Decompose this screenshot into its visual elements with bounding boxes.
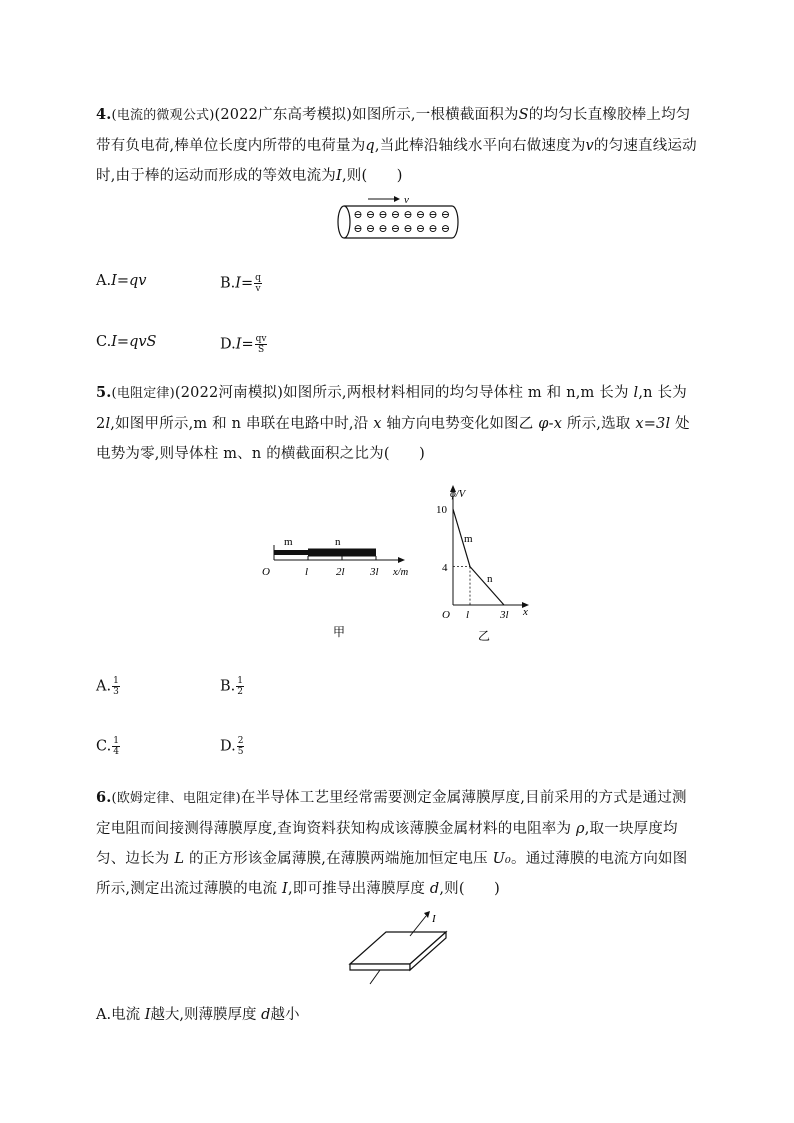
question-tag: (电流的微观公式) — [111, 108, 215, 123]
negative-charge: ⊖ — [440, 223, 451, 235]
negative-charge: ⊖ — [378, 223, 388, 235]
q4-rod-figure — [330, 192, 462, 248]
option-a[interactable]: A.电流 I越大,则薄膜厚度 d越小 — [96, 1007, 300, 1023]
label-n: n — [335, 536, 341, 548]
negative-charge: ⊖ — [390, 209, 401, 221]
negative-charge: ⊖ — [390, 223, 401, 235]
option-c[interactable]: C. $\frac{1}{4}$ — [96, 736, 119, 757]
fraction: $\frac{2}{5}$ — [237, 736, 244, 757]
question-6-stem: 6.(欧姆定律、电阻定律)在半导体工艺里经常需要测定金属薄膜厚度,目前采用的方式是通过测定电阻而间接测得薄膜厚度,查询资料获知构成该薄膜金属材料的电阻率为 ρ,取一块厚度均匀、边长为 L 的正方形该金属薄膜,在薄膜两端施加恒定电压 U₀。通过薄膜的电流方向如图所示,测定出流过薄膜的电流 I,即可推导出薄膜厚度 d,则( ) — [96, 789, 688, 897]
fraction: $\frac{1}{4}$ — [113, 736, 119, 757]
option-d[interactable]: D. $\frac{2}{5}$ — [220, 736, 244, 757]
y-tick-label: 4 — [442, 562, 448, 574]
question-number: 5. — [96, 384, 112, 401]
x-axis-label: x — [523, 606, 528, 618]
option-d[interactable]: D.I= $\frac{qv}{S}$ — [220, 334, 267, 355]
x-tick-label: l — [466, 609, 470, 621]
question-number: 6. — [96, 789, 112, 806]
axis-label: x/m — [393, 567, 409, 578]
option-a[interactable]: A.I=qv — [96, 273, 147, 289]
question-tag: (欧姆定律、电阻定律) — [111, 791, 241, 806]
question-tag: (电阻定律) — [111, 386, 175, 401]
tick-label: 2l — [336, 566, 345, 578]
option-b[interactable]: B.I= $\frac{q}{v}$ — [220, 273, 261, 294]
fraction: $\frac{1}{2}$ — [237, 676, 243, 697]
negative-charge: ⊖ — [440, 209, 451, 221]
q5-figure-jia — [258, 530, 423, 645]
velocity-label: v — [404, 194, 409, 206]
fraction: $\frac{1}{3}$ — [113, 676, 119, 697]
negative-charge: ⊖ — [428, 223, 438, 235]
negative-charge: ⊖ — [415, 209, 426, 221]
question-5-stem: 5.(电阻定律)(2022河南模拟)如图所示,两根材料相同的均匀导体柱 m 和 n,m 长为 l,n 长为 2l,如图甲所示,m 和 n 串联在电路中时,沿 x 轴方向电势变化如图乙 φ-x 所示,选取 x=3l 处电势为零,则导体柱 m、n 的横截面积之比为( ) — [96, 384, 690, 462]
option-a[interactable]: A. $\frac{1}{3}$ — [96, 676, 119, 697]
negative-charge: ⊖ — [378, 209, 388, 221]
q6-film-figure — [340, 908, 460, 990]
negative-charge: ⊖ — [353, 223, 363, 235]
tick-label: l — [305, 566, 309, 578]
figure-caption: 甲 — [333, 625, 346, 639]
question-4-stem: 4.(电流的微观公式)(2022广东高考模拟)如图所示,一根横截面积为S的均匀长直橡胶棒上均匀带有负电荷,棒单位长度内所带的电荷量为q,当此棒沿轴线水平向右做速度为v的匀速直线运动时,由于棒的运动而形成的等效电流为I,则( ) — [96, 106, 697, 184]
origin-label: O — [442, 609, 450, 621]
y-tick-label: 10 — [436, 504, 447, 516]
segment-label-n: n — [487, 573, 493, 585]
option-b[interactable]: B. $\frac{1}{2}$ — [220, 676, 243, 697]
fraction: $\frac{q}{v}$ — [255, 273, 261, 294]
negative-charge: ⊖ — [365, 223, 376, 235]
negative-charge: ⊖ — [428, 209, 438, 221]
negative-charge: ⊖ — [415, 223, 426, 235]
negative-charge: ⊖ — [365, 209, 376, 221]
option-c[interactable]: C.I=qvS — [96, 334, 157, 350]
negative-charge: ⊖ — [403, 209, 413, 221]
label-m: m — [284, 536, 293, 548]
tick-label: 3l — [370, 566, 379, 578]
segment-label-m: m — [464, 533, 473, 545]
question-source: (2022河南模拟) — [174, 385, 284, 401]
origin-label: O — [262, 566, 270, 578]
negative-charge: ⊖ — [403, 223, 413, 235]
figure-caption: 乙 — [478, 629, 491, 643]
fraction: $\frac{qv}{S}$ — [255, 334, 267, 355]
y-axis-label: φ/V — [450, 489, 466, 500]
question-number: 4. — [96, 106, 112, 123]
current-label: I — [432, 913, 436, 925]
x-tick-label: 3l — [500, 609, 509, 621]
q5-figure-yi — [420, 480, 550, 650]
potential-line — [453, 509, 504, 605]
question-source: (2022广东高考模拟) — [214, 107, 353, 123]
negative-charge: ⊖ — [353, 209, 363, 221]
